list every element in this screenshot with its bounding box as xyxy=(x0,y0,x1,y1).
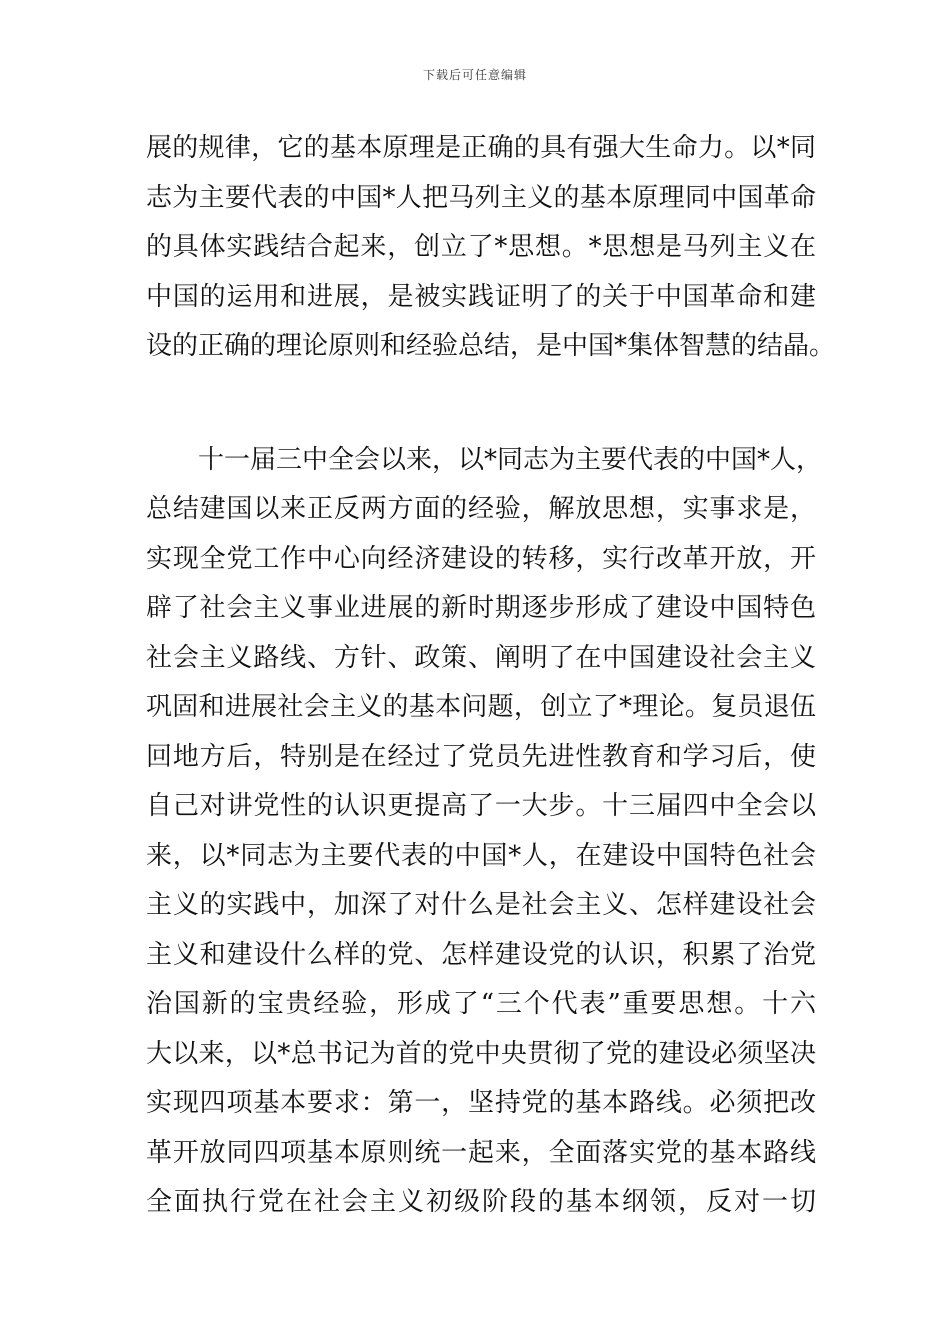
text-line: 主义的实践中，加深了对什么是社会主义、怎样建设社会 xyxy=(146,890,816,920)
text-line: 社会主义路线、方针、政策、阐明了在中国建设社会主义 xyxy=(146,642,816,673)
paragraph-2 xyxy=(146,436,823,1228)
text-line: 来，以*同志为主要代表的中国*人，在建设中国特色社会 xyxy=(146,840,816,871)
text-line: 实现全党工作中心向经济建设的转移，实行改革开放，开 xyxy=(146,543,816,574)
text-line: 十一届三中全会以来，以*同志为主要代表的中国*人， xyxy=(198,444,823,475)
page-header-note: 下载后可任意编辑 xyxy=(422,68,527,82)
text-line: 总结建国以来正反两方面的经验，解放思想，实事求是， xyxy=(146,494,816,524)
text-line: 革开放同四项基本原则统一起来，全面落实党的基本路线 xyxy=(146,1137,816,1168)
text-line: 志为主要代表的中国*人把马列主义的基本原理同中国革命 xyxy=(146,182,816,213)
text-line: 中国的运用和进展，是被实践证明了的关于中国革命和建 xyxy=(146,281,816,312)
document-body xyxy=(146,124,836,1228)
paragraph-1 xyxy=(146,124,836,372)
text-line: 设的正确的理论原则和经验总结，是中国*集体智慧的结晶。 xyxy=(146,331,836,361)
text-line: 大以来，以*总书记为首的党中央贯彻了党的建设必须坚决 xyxy=(146,1038,816,1069)
paragraph-spacer xyxy=(146,372,816,436)
text-line: 自己对讲党性的认识更提高了一大步。十三届四中全会以 xyxy=(146,791,816,821)
text-line: 主义和建设什么样的党、怎样建设党的认识，积累了治党 xyxy=(146,939,816,970)
text-line: 实现四项基本要求：第一，坚持党的基本路线。必须把改 xyxy=(146,1088,816,1118)
text-line: 回地方后，特别是在经过了党员先进性教育和学习后，使 xyxy=(146,741,816,772)
text-line: 全面执行党在社会主义初级阶段的基本纲领，反对一切 xyxy=(146,1187,816,1217)
text-line: 辟了社会主义事业进展的新时期逐步形成了建设中国特色 xyxy=(146,593,816,623)
text-line: 展的规律，它的基本原理是正确的具有强大生命力。以*同 xyxy=(146,133,816,163)
text-line: 的具体实践结合起来，创立了*思想。*思想是马列主义在 xyxy=(146,232,816,262)
text-line: 巩固和进展社会主义的基本问题，创立了*理论。复员退伍 xyxy=(146,692,816,722)
text-line: 治国新的宝贵经验，形成了“三个代表”重要思想。十六 xyxy=(146,989,816,1019)
